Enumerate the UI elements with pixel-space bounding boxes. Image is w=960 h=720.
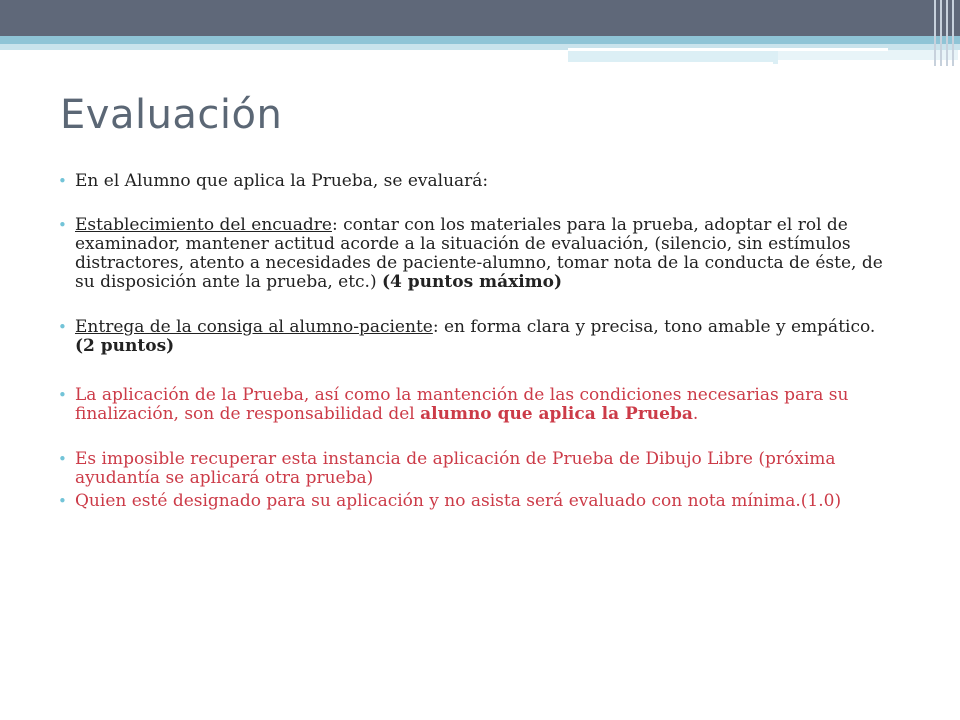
slide-title: Evaluación <box>60 92 283 138</box>
bullet-text-end: . <box>692 404 699 424</box>
header-white-line <box>568 62 773 65</box>
bullet-list <box>58 172 890 511</box>
bullet-text: Quien esté designado para su aplicación y no asista será evaluado con nota mínima.(1.0) <box>75 491 842 511</box>
bullet-underlined-text: Entrega de la consiga al alumno-paciente <box>75 317 433 337</box>
bullet-item <box>58 172 890 191</box>
bullet-item <box>58 216 890 292</box>
header-accent-strip <box>0 36 960 44</box>
bullet-text: : contar con los materiales para la prueba, adoptar el rol de examinador, mantener actitud acorde a la situación de evaluación, (silencio, sin estímulos distractores, atento a necesidades de paciente-alumno, tomar nota de la conducta de éste, de su disposición ante la prueba, etc.) <box>75 215 883 292</box>
header-bar <box>0 0 960 36</box>
bullet-bold-text: (4 puntos máximo) <box>382 272 563 292</box>
bullet-item <box>58 318 890 356</box>
bullet-underlined-text: Establecimiento del encuadre <box>75 215 332 235</box>
header-white-line <box>568 48 888 51</box>
bullet-text: La aplicación de la Prueba, así como la mantención de las condiciones necesarias para su finalización, son de responsabilidad del <box>75 385 849 424</box>
bullet-text: Es imposible recuperar esta instancia de aplicación de Prueba de Dibujo Libre (próxima ayudantía se aplicará otra prueba) <box>75 449 836 488</box>
bullet-item <box>58 386 890 424</box>
bullet-bold-text: alumno que aplica la Prueba <box>420 404 693 424</box>
bullet-bold-text: (2 puntos) <box>75 336 175 356</box>
header-vertical-lines <box>930 0 960 66</box>
bullet-text: : en forma clara y precisa, tono amable y empático. <box>432 317 876 337</box>
bullet-text: En el Alumno que aplica la Prueba, se evaluará: <box>75 171 489 191</box>
bullet-item <box>58 450 890 488</box>
bullet-item <box>58 492 890 511</box>
